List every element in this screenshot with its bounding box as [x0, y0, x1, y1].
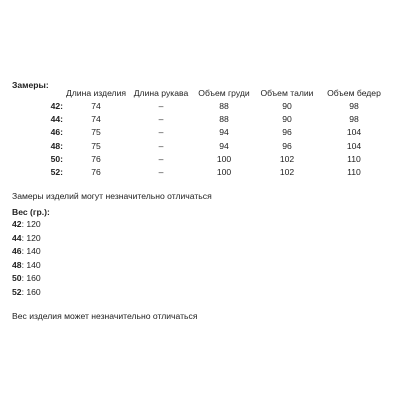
- table-header-cell: [18, 86, 63, 100]
- table-header-cell: Длина рукава: [133, 87, 189, 98]
- table-header-cell: Длина изделия: [65, 87, 127, 98]
- table-cell: 96: [282, 127, 292, 138]
- weight-size: 48: [12, 259, 22, 270]
- weight-value: : 120: [21, 232, 41, 243]
- table-cell: 74: [91, 101, 101, 112]
- table-cell: –: [158, 114, 164, 125]
- table-cell: –: [158, 140, 164, 151]
- measurements-table: [18, 86, 389, 179]
- weight-row: [12, 245, 41, 259]
- weight-row: [12, 286, 41, 300]
- table-cell: –: [158, 153, 164, 164]
- weight-value: : 160: [21, 273, 41, 284]
- weight-row: [12, 232, 41, 246]
- table-cell: 88: [219, 101, 229, 112]
- weight-value: : 120: [21, 219, 41, 229]
- table-cell: –: [158, 167, 164, 178]
- table-cell: 75: [91, 127, 101, 138]
- table-row: [18, 152, 389, 165]
- size-cell: 48:: [50, 140, 63, 151]
- table-cell: 96: [282, 140, 292, 151]
- weight-value: : 140: [21, 246, 41, 257]
- weight-row: [12, 218, 41, 232]
- table-cell: 90: [282, 101, 292, 112]
- table-cell: 98: [349, 114, 359, 125]
- table-header-cell: Объем талии: [260, 87, 314, 98]
- table-cell: 88: [219, 114, 229, 125]
- weight-note: Вес изделия может незначительно отличаться: [12, 311, 198, 321]
- table-cell: 102: [279, 153, 295, 164]
- table-cell: 76: [91, 153, 101, 164]
- weight-row: [12, 272, 41, 286]
- weight-title: Вес (гр.):: [12, 207, 50, 217]
- table-cell: 104: [346, 140, 362, 151]
- table-header-cell: Объем бедер: [327, 87, 381, 98]
- weight-size: 46: [12, 246, 22, 257]
- table-row: [18, 126, 389, 139]
- size-cell: 50:: [50, 153, 63, 164]
- weight-list: [12, 218, 41, 300]
- table-cell: –: [158, 127, 164, 138]
- table-header-row: [18, 86, 389, 100]
- size-cell: 46:: [50, 127, 63, 138]
- table-row: [18, 113, 389, 126]
- size-cell: 52:: [50, 167, 63, 178]
- weight-size: 52: [12, 286, 22, 297]
- table-row: [18, 139, 389, 152]
- size-cell: 42:: [50, 101, 63, 112]
- weight-value: : 160: [21, 286, 41, 297]
- table-cell: 75: [91, 140, 101, 151]
- table-cell: 74: [91, 114, 101, 125]
- table-cell: 94: [219, 127, 229, 138]
- weight-size: 44: [12, 232, 22, 243]
- table-cell: 100: [216, 153, 232, 164]
- size-cell: 44:: [50, 114, 63, 125]
- table-cell: 100: [216, 167, 232, 178]
- measurements-title: Замеры:: [12, 80, 49, 90]
- table-cell: –: [158, 101, 164, 112]
- table-cell: 76: [91, 167, 101, 178]
- table-cell: 102: [279, 167, 295, 178]
- table-cell: 98: [349, 101, 359, 112]
- table-cell: 104: [346, 127, 362, 138]
- table-cell: 90: [282, 114, 292, 125]
- weight-value: : 140: [21, 259, 41, 270]
- table-row: [18, 165, 389, 178]
- table-row: [18, 100, 389, 113]
- table-cell: 94: [219, 140, 229, 151]
- weight-row: [12, 259, 41, 273]
- weight-size: 50: [12, 273, 22, 284]
- table-cell: 110: [347, 167, 361, 178]
- table-header-cell: Объем груди: [198, 87, 250, 98]
- measurements-note: Замеры изделий могут незначительно отличаться: [12, 191, 212, 201]
- table-cell: 110: [347, 153, 361, 164]
- weight-size: 42: [12, 219, 22, 229]
